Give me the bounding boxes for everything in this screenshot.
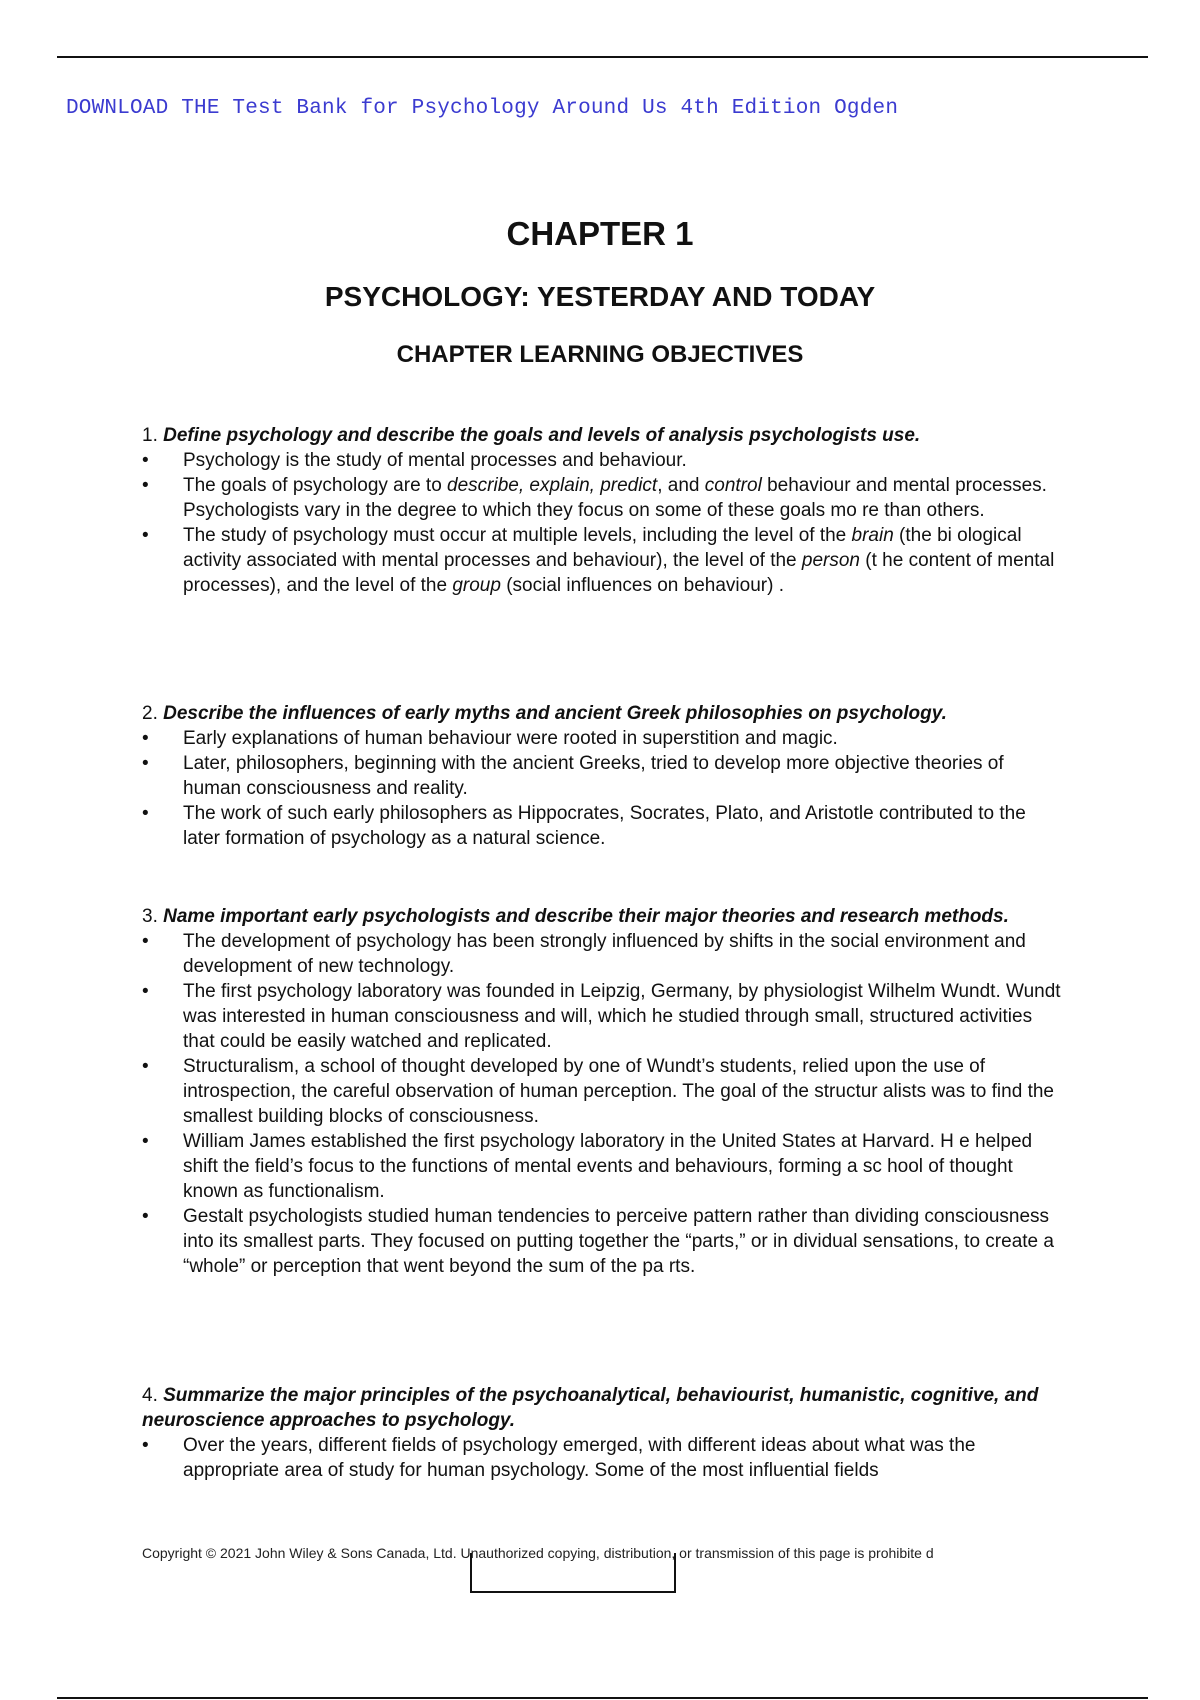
top-rule — [57, 56, 1148, 58]
bullet-item — [142, 448, 1067, 473]
bullet-list — [142, 726, 1067, 851]
bullet-item — [142, 979, 1067, 1054]
bullet-item — [142, 1433, 1067, 1483]
objective-title — [142, 1383, 1067, 1433]
chapter-title: PSYCHOLOGY: YESTERDAY AND TODAY — [324, 281, 876, 312]
download-link[interactable]: DOWNLOAD THE Test Bank for Psychology Around Us 4th Edition Ogden — [66, 97, 899, 120]
bullet-item — [142, 473, 1067, 523]
bullet-text: Early explanations of human behaviour were rooted in superstition and magic. — [183, 728, 838, 749]
objective-text: Describe the influences of early myths and ancient Greek philosophies on psychology. — [163, 703, 947, 724]
objectives-heading: CHAPTER LEARNING OBJECTIVES — [396, 341, 804, 368]
copyright-footer: Copyright © 2021 John Wiley & Sons Canada, Ltd. Unauthorized copying, distribution, or transmission of this page is prohibite d — [142, 1545, 934, 1561]
bullet-text: Gestalt psychologists studied human tendencies to perceive pattern rather than dividing consciousness into its smallest parts. They focused on putting together the “parts,” or in dividual sensations, to create a “whole” or perception that went beyond the sum of the pa rts. — [183, 1206, 1054, 1277]
objective-section — [142, 701, 1067, 851]
emphasis-text: person — [801, 550, 860, 571]
bullet-text: The first psychology laboratory was founded in Leipzig, Germany, by physiologist Wilhelm Wundt. Wundt was interested in human consciousness and will, which he studied through small, structured activities that could be easily watched and replicated. — [183, 981, 1061, 1052]
bullet-text: Structuralism, a school of thought developed by one of Wundt’s students, relied upon the use of introspection, the careful observation of human perception. The goal of the structur alists was to find the smallest building blocks of consciousness. — [183, 1056, 1054, 1127]
emphasis-text: control — [704, 475, 762, 496]
objective-title — [142, 423, 1067, 448]
bullet-text: behaviour and mental processes. Psychologists vary in the degree to which they focus on some of these goals mo re than others. — [183, 475, 1047, 521]
bullet-item — [142, 1054, 1067, 1129]
objective-number: 1. — [142, 425, 164, 446]
bullet-item — [142, 1129, 1067, 1204]
bullet-text: The development of psychology has been strongly influenced by shifts in the social environment and development of new technology. — [183, 931, 1026, 977]
bullet-item — [142, 726, 1067, 751]
objective-text: Summarize the major principles of the psychoanalytical, behaviourist, humanistic, cognitive, and neuroscience approaches to psychology. — [142, 1385, 1039, 1431]
objective-section — [142, 423, 1067, 598]
bullet-item — [142, 751, 1067, 801]
bullet-list — [142, 929, 1067, 1279]
bullet-text: (social influences on behaviour) . — [500, 575, 784, 596]
objective-number: 4. — [142, 1385, 164, 1406]
emphasis-text: group — [452, 575, 501, 596]
chapter-heading: CHAPTER 1 — [506, 215, 694, 252]
bullet-text: , and — [657, 475, 705, 496]
objective-title — [142, 701, 1067, 726]
bullet-text: Later, philosophers, beginning with the ancient Greeks, tried to develop more objective theories of human consciousness and reality. — [183, 753, 1004, 799]
bullet-item — [142, 523, 1067, 598]
objective-text: Name important early psychologists and describe their major theories and research methods. — [163, 906, 1009, 927]
bullet-text: William James established the first psychology laboratory in the United States at Harvard. H e helped shift the field’s focus to the functions of mental events and behaviours, forming a sc hool of thought known as functionalism. — [183, 1131, 1033, 1202]
emphasis-text: brain — [851, 525, 894, 546]
bullet-item — [142, 929, 1067, 979]
bullet-item — [142, 801, 1067, 851]
objective-number: 2. — [142, 703, 164, 724]
bullet-item — [142, 1204, 1067, 1279]
bullet-text: The work of such early philosophers as Hippocrates, Socrates, Plato, and Aristotle contributed to the later formation of psychology as a natural science. — [183, 803, 1026, 849]
objective-section — [142, 1383, 1067, 1483]
bullet-text: (t he content of mental processes), and the level of the — [183, 550, 1055, 596]
bullet-list — [142, 448, 1067, 598]
objective-number: 3. — [142, 906, 164, 927]
bullet-text: The goals of psychology are to — [183, 475, 448, 496]
bottom-rule — [57, 1697, 1148, 1699]
bullet-text: Psychology is the study of mental processes and behaviour. — [183, 450, 687, 471]
emphasis-text: describe, explain, predict — [447, 475, 658, 496]
bullet-text: (the bi ological activity associated with mental processes and behaviour), the level of the — [183, 525, 1022, 571]
bullet-text: Over the years, different fields of psychology emerged, with different ideas about what was the appropriate area of study for human psychology. Some of the most influential fields — [183, 1435, 976, 1481]
objective-title — [142, 904, 1067, 929]
objective-section — [142, 904, 1067, 1279]
bullet-text: The study of psychology must occur at multiple levels, including the level of the — [183, 525, 852, 546]
footer-box — [470, 1553, 676, 1593]
objective-text: Define psychology and describe the goals and levels of analysis psychologists use. — [163, 425, 921, 446]
bullet-list — [142, 1433, 1067, 1483]
